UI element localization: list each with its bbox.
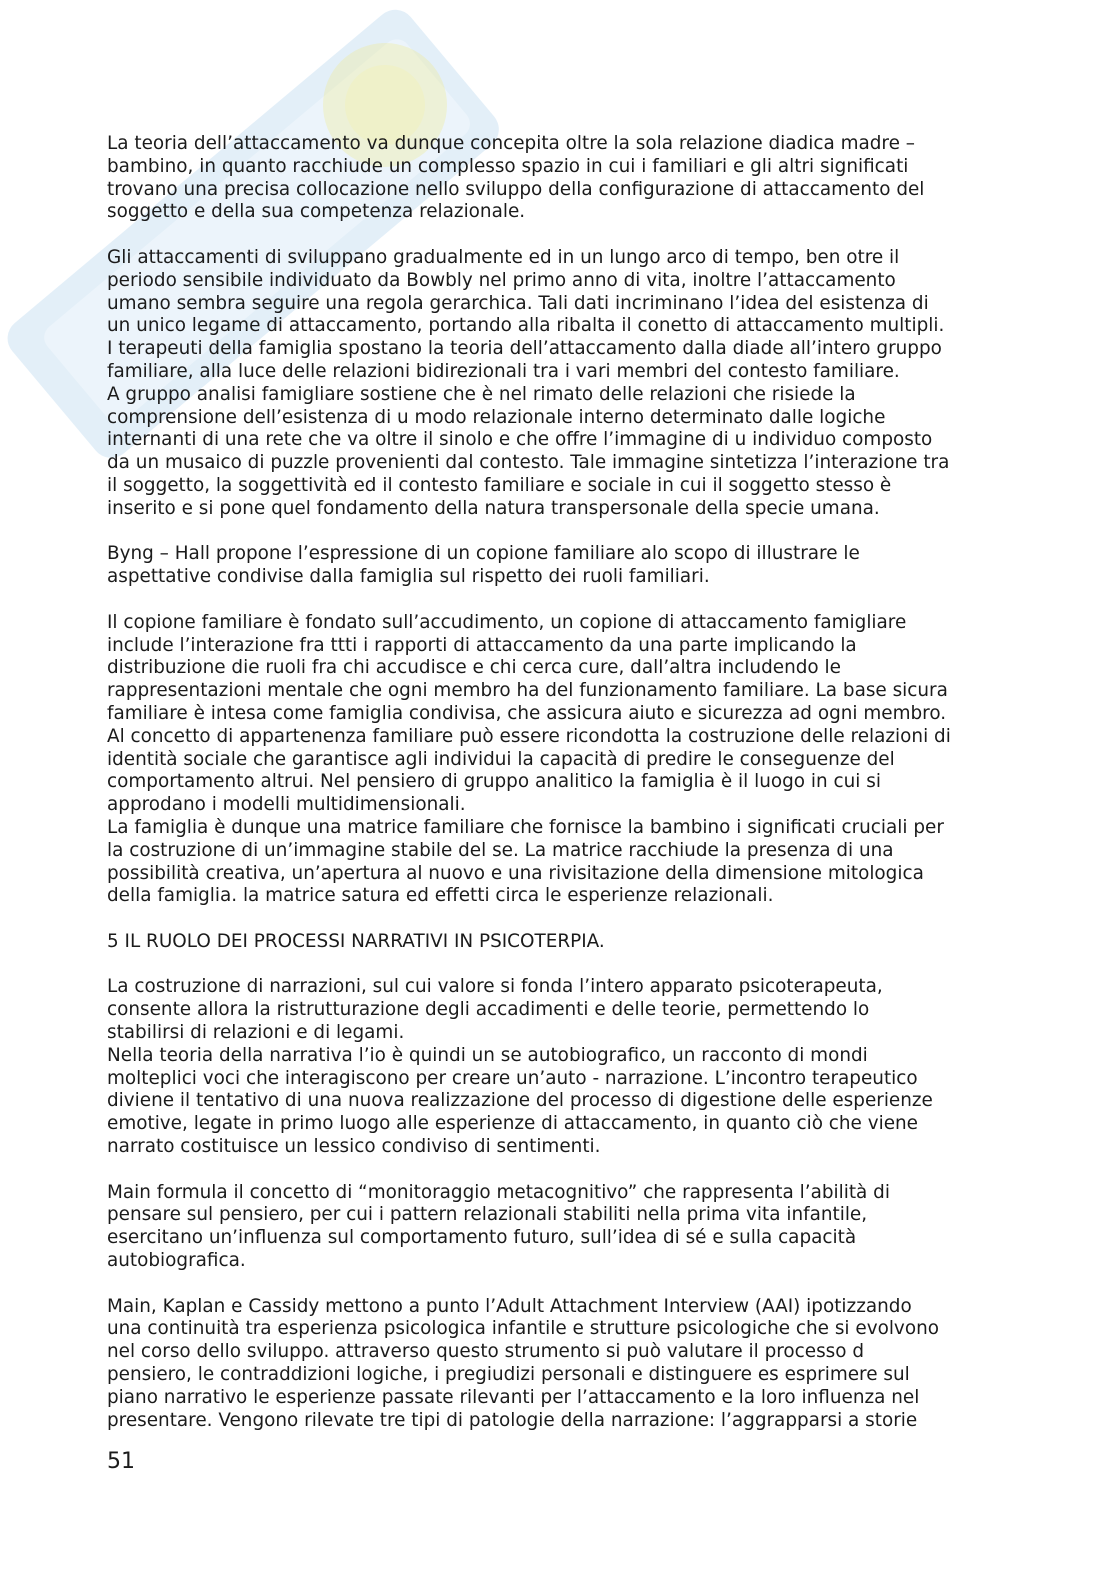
text-line: emotive, legate in primo luogo alle esperienze di attaccamento, in quanto ciò che viene	[107, 1113, 918, 1135]
text-line: La famiglia è dunque una matrice familiare che fornisce la bambino i significati cruciali per	[107, 816, 944, 838]
text-line: periodo sensibile individuato da Bowbly nel primo anno di vita, inoltre l’attaccamento	[107, 269, 896, 291]
text-line: include l’interazione fra ttti i rapporti di attaccamento da una parte implicando la	[107, 634, 857, 656]
text-line: esercitano un’influenza sul comportamento futuro, sull’idea di sé e sulla capacità	[107, 1227, 857, 1249]
text-line: della famiglia. la matrice satura ed effetti circa le esperienze relazionali.	[107, 885, 774, 907]
text-line: piano narrativo le esperienze passate rilevanti per l’attaccamento e la loro influenza nel	[107, 1386, 920, 1408]
text-line: Gli attaccamenti di sviluppano gradualmente ed in un lungo arco di tempo, ben otre il	[107, 246, 900, 268]
text-line: inserito e si pone quel fondamento della natura transpersonale della specie umana.	[107, 497, 880, 519]
text-line: il soggetto, la soggettività ed il contesto familiare e sociale in cui il soggetto stesso è	[107, 474, 892, 496]
text-line: comportamento altrui. Nel pensiero di gruppo analitico la famiglia è il luogo in cui si	[107, 771, 881, 793]
text-line: identità sociale che garantisce agli individui la capacità di predire le conseguenze del	[107, 748, 895, 770]
text-line: possibilità creativa, un’apertura al nuovo e una rivisitazione della dimensione mitologica	[107, 862, 924, 884]
text-line: un unico legame di attaccamento, portando alla ribalta il conetto di attaccamento multipli.	[107, 315, 945, 337]
text-line: narrato costituisce un lessico condiviso di sentimenti.	[107, 1136, 601, 1158]
text-line: I terapeuti della famiglia spostano la teoria dell’attaccamento dalla diade all’intero gruppo	[107, 338, 942, 360]
text-line: familiare, alla luce delle relazioni bidirezionali tra i vari membri del contesto familiare.	[107, 360, 900, 382]
text-line: La costruzione di narrazioni, sul cui valore si fonda l’intero apparato psicoterapeuta,	[107, 976, 883, 998]
text-line: stabilirsi di relazioni e di legami.	[107, 1022, 405, 1044]
text-line: pensiero, le contraddizioni logiche, i pregiudizi personali e distinguere es esprimere sul	[107, 1364, 910, 1386]
text-line: umano sembra seguire una regola gerarchica. Tali dati incriminano l’idea del esistenza di	[107, 292, 929, 314]
text-line: molteplici voci che interagiscono per creare un’auto - narrazione. L’incontro terapeutico	[107, 1067, 918, 1089]
paragraph-aai	[107, 1296, 1097, 1433]
text-line: internanti di una rete che va oltre il sinolo e che offre l’immagine di u individuo composto	[107, 429, 933, 451]
text-line: una continuità tra esperienza psicologica infantile e strutture psicologiche che si evolvono	[107, 1318, 939, 1340]
paragraph-byng-hall	[107, 543, 1097, 589]
paragraph-attachment-theory	[107, 133, 1097, 224]
paragraph-attachment-development	[107, 247, 1097, 521]
text-line: rappresentazioni mentale che ogni membro ha del funzionamento familiare. La base sicura	[107, 680, 948, 702]
section-heading-text: 5 IL RUOLO DEI PROCESSI NARRATIVI IN PSICOTERPIA.	[107, 930, 605, 952]
text-line: nel corso dello sviluppo. attraverso questo strumento si può valutare il processo d	[107, 1341, 865, 1363]
text-line: comprensione dell’esistenza di u modo relazionale interno determinato dalle logiche	[107, 406, 886, 428]
document-body	[107, 133, 1097, 1432]
page-number: 51	[107, 1449, 135, 1474]
text-line: presentare. Vengono rilevate tre tipi di patologie della narrazione: l’aggrapparsi a storie	[107, 1409, 918, 1431]
text-line: familiare è intesa come famiglia condivisa, che assicura aiuto e sicurezza ad ogni membro.	[107, 702, 947, 724]
text-line: A gruppo analisi famigliare sostiene che è nel rimato delle relazioni che risiede la	[107, 383, 856, 405]
text-line: consente allora la ristrutturazione degli accadimenti e delle teorie, permettendo lo	[107, 999, 870, 1021]
text-line: la costruzione di un’immagine stabile del se. La matrice racchiude la presenza di una	[107, 839, 894, 861]
section-heading	[107, 931, 1097, 954]
text-line: Byng – Hall propone l’espressione di un copione familiare alo scopo di illustrare le	[107, 543, 860, 565]
text-line: distribuzione die ruoli fra chi accudisce e chi cerca cure, dall’altra includendo le	[107, 657, 841, 679]
text-line: approdano i modelli multidimensionali.	[107, 794, 466, 816]
text-line: autobiografica.	[107, 1250, 246, 1272]
text-line: Nella teoria della narrativa l’io è quindi un se autobiografico, un racconto di mondi	[107, 1044, 868, 1066]
text-line: Main, Kaplan e Cassidy mettono a punto l’Adult Attachment Interview (AAI) ipotizzando	[107, 1295, 912, 1317]
text-line: soggetto e della sua competenza relazionale.	[107, 201, 526, 223]
paragraph-metacognitive-monitoring	[107, 1182, 1097, 1273]
text-line: La teoria dell’attaccamento va dunque concepita oltre la sola relazione diadica madre –	[107, 133, 915, 154]
text-line: trovano una precisa collocazione nello sviluppo della configurazione di attaccamento del	[107, 178, 925, 200]
text-line: aspettative condivise dalla famiglia sul rispetto dei ruoli familiari.	[107, 566, 710, 588]
text-line: Al concetto di appartenenza familiare può essere ricondotta la costruzione delle relazioni di	[107, 725, 951, 747]
paragraph-family-script	[107, 612, 1097, 908]
text-line: da un musaico di puzzle provenienti dal contesto. Tale immagine sintetizza l’interazione tra	[107, 452, 950, 474]
text-line: bambino, in quanto racchiude un complesso spazio in cui i familiari e gli altri significati	[107, 155, 909, 177]
paragraph-narratives	[107, 976, 1097, 1158]
text-line: Main formula il concetto di “monitoraggio metacognitivo” che rappresenta l’abilità di	[107, 1181, 890, 1203]
text-line: Il copione familiare è fondato sull’accudimento, un copione di attaccamento famigliare	[107, 611, 907, 633]
text-line: diviene il tentativo di una nuova realizzazione del processo di digestione delle esperienze	[107, 1090, 933, 1112]
text-line: pensare sul pensiero, per cui i pattern relazionali stabiliti nella prima vita infantile,	[107, 1204, 868, 1226]
